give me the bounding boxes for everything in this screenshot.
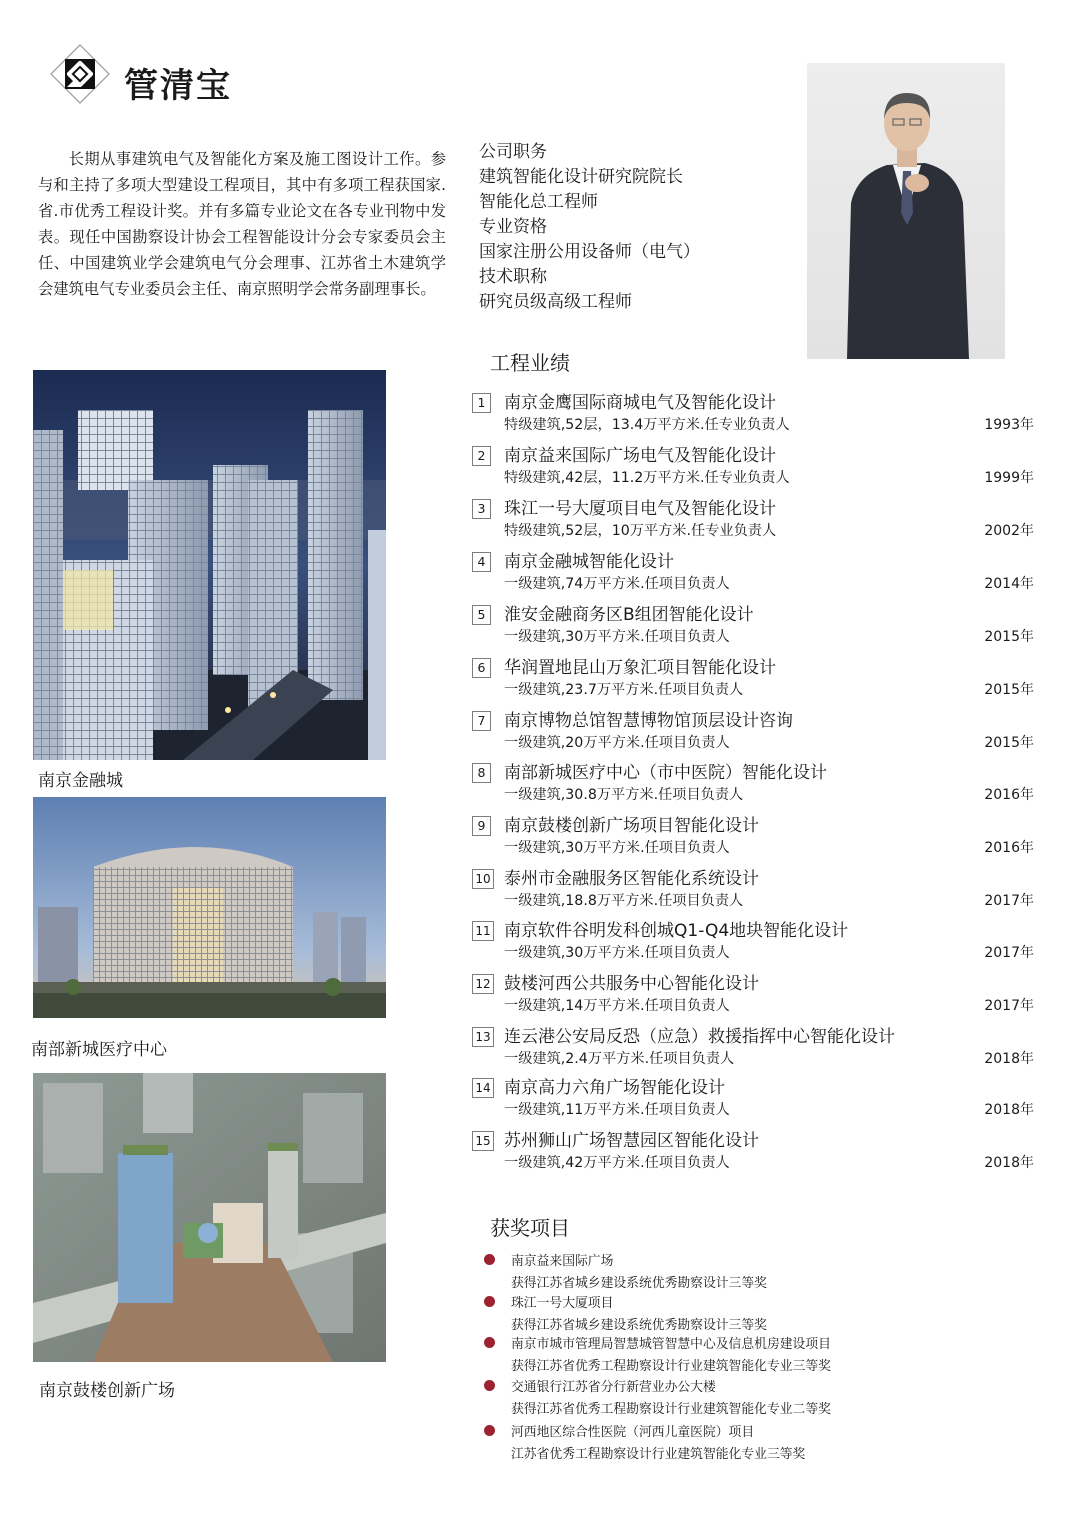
project-title: 苏州狮山广场智慧园区智能化设计 [504,1131,759,1151]
credential-line: 智能化总工程师 [479,192,598,212]
project-year: 1993年 [984,417,1034,433]
project-number: 3 [472,499,491,519]
project-row [472,655,1034,707]
project-row [472,1024,1034,1076]
project-row [472,443,1034,495]
credential-line: 建筑智能化设计研究院院长 [479,167,683,187]
project-row [472,760,1034,812]
project-row [472,813,1034,865]
project-number: 11 [472,921,494,941]
project-title: 南京博物总馆智慧博物馆顶层设计咨询 [504,711,793,731]
project-title: 鼓楼河西公共服务中心智能化设计 [504,974,759,994]
award-detail: 江苏省优秀工程勘察设计行业建筑智能化专业三等奖 [511,1447,806,1462]
project-title: 南京益来国际广场电气及智能化设计 [504,446,776,466]
project-detail: 一级建筑,14万平方米.任项目负责人 [504,998,730,1014]
award-project: 南京市城市管理局智慧城管智慧中心及信息机房建设项目 [511,1337,831,1352]
project-row [472,971,1034,1023]
project-title: 南京鼓楼创新广场项目智能化设计 [504,816,759,836]
project-number: 10 [472,869,494,889]
project-row [472,1128,1034,1180]
awards-heading: 获奖项目 [490,1216,570,1240]
project-year: 2015年 [984,682,1034,698]
project-number: 6 [472,658,491,678]
award-detail: 获得江苏省优秀工程勘察设计行业建筑智能化专业三等奖 [511,1359,831,1374]
bullet-dot-icon [484,1296,495,1307]
project-year: 2017年 [984,945,1034,961]
project-year: 2015年 [984,735,1034,751]
project-detail: 一级建筑,2.4万平方米.任项目负责人 [504,1051,735,1067]
project-title: 南京金融城智能化设计 [504,552,674,572]
project-title: 南京软件谷明发科创城Q1-Q4地块智能化设计 [504,921,849,941]
award-project: 珠江一号大厦项目 [511,1296,614,1311]
project-detail: 一级建筑,11万平方米.任项目负责人 [504,1102,730,1118]
project-detail: 一级建筑,23.7万平方米.任项目负责人 [504,682,744,698]
bullet-dot-icon [484,1337,495,1348]
photo-caption: 南部新城医疗中心 [31,1040,167,1060]
project-photo-financial-city [33,370,386,760]
project-row [472,866,1034,918]
project-detail: 一级建筑,30万平方米.任项目负责人 [504,840,730,856]
project-year: 2015年 [984,629,1034,645]
project-number: 13 [472,1027,494,1047]
credential-line: 技术职称 [479,267,547,287]
company-logo [50,44,110,104]
project-photo-medical-center [33,797,386,1018]
project-detail: 一级建筑,30万平方米.任项目负责人 [504,629,730,645]
bullet-dot-icon [484,1254,495,1265]
project-number: 8 [472,763,491,783]
project-number: 5 [472,605,491,625]
project-row [472,602,1034,654]
credential-line: 研究员级高级工程师 [479,292,632,312]
project-row [472,496,1034,548]
project-row [472,390,1034,442]
project-number: 12 [472,974,494,994]
award-detail: 获得江苏省城乡建设系统优秀勘察设计三等奖 [511,1318,767,1333]
project-year: 2017年 [984,998,1034,1014]
photo-caption: 南京鼓楼创新广场 [39,1381,175,1401]
project-row [472,918,1034,970]
project-year: 2016年 [984,840,1034,856]
project-number: 4 [472,552,491,572]
credential-line: 专业资格 [479,217,547,237]
project-number: 1 [472,393,491,413]
portrait-photo [807,63,1005,359]
project-title: 南京金鹰国际商城电气及智能化设计 [504,393,776,413]
project-title: 珠江一号大厦项目电气及智能化设计 [504,499,776,519]
project-detail: 特级建筑,42层，11.2万平方米.任专业负责人 [504,470,790,486]
project-year: 1999年 [984,470,1034,486]
project-row [472,549,1034,601]
bio-paragraph: 长期从事建筑电气及智能化方案及施工图设计工作。参与和主持了多项大型建设工程项目，其中有多项工程获国家.省.市优秀工程设计奖。并有多篇专业论文在各专业刊物中发表。现任中国勘察设计协会工程智能设计分会专家委员会主任、中国建筑业学会建筑电气分会理事、江苏省土木建筑学会建筑电气专业委员会主任、南京照明学会常务副理事长。 [38,150,446,298]
project-detail: 一级建筑,30万平方米.任项目负责人 [504,945,730,961]
project-year: 2017年 [984,893,1034,909]
project-photo-gulou-plaza [33,1073,386,1362]
bullet-dot-icon [484,1380,495,1391]
project-year: 2002年 [984,523,1034,539]
award-detail: 获得江苏省城乡建设系统优秀勘察设计三等奖 [511,1276,767,1291]
credentials-block [479,140,700,315]
project-detail: 一级建筑,74万平方米.任项目负责人 [504,576,730,592]
project-number: 15 [472,1131,494,1151]
project-year: 2014年 [984,576,1034,592]
project-number: 2 [472,446,491,466]
project-row [472,1075,1034,1127]
project-detail: 一级建筑,20万平方米.任项目负责人 [504,735,730,751]
project-year: 2018年 [984,1051,1034,1067]
project-number: 9 [472,816,491,836]
project-number: 14 [472,1078,494,1098]
project-year: 2018年 [984,1102,1034,1118]
project-detail: 特级建筑,52层，10万平方米.任专业负责人 [504,523,777,539]
credential-line: 公司职务 [479,142,547,162]
project-title: 华润置地昆山万象汇项目智能化设计 [504,658,776,678]
project-row [472,708,1034,760]
project-title: 淮安金融商务区B组团智能化设计 [504,605,754,625]
project-year: 2018年 [984,1155,1034,1171]
photo-caption: 南京金融城 [38,771,123,791]
award-project: 交通银行江苏省分行新营业办公大楼 [511,1380,716,1395]
award-project: 南京益来国际广场 [511,1254,614,1269]
project-title: 泰州市金融服务区智能化系统设计 [504,869,759,889]
person-name: 管清宝 [124,66,232,106]
credential-line: 国家注册公用设备师（电气） [479,242,700,262]
bullet-dot-icon [484,1425,495,1436]
project-detail: 特级建筑,52层，13.4万平方米.任专业负责人 [504,417,790,433]
project-title: 南部新城医疗中心（市中医院）智能化设计 [504,763,827,783]
project-number: 7 [472,711,491,731]
project-detail: 一级建筑,18.8万平方米.任项目负责人 [504,893,744,909]
project-title: 连云港公安局反恐（应急）救援指挥中心智能化设计 [504,1027,895,1047]
project-detail: 一级建筑,30.8万平方米.任项目负责人 [504,787,744,803]
award-detail: 获得江苏省优秀工程勘察设计行业建筑智能化专业二等奖 [511,1402,831,1417]
projects-heading: 工程业绩 [490,351,570,375]
project-year: 2016年 [984,787,1034,803]
project-detail: 一级建筑,42万平方米.任项目负责人 [504,1155,730,1171]
award-project: 河西地区综合性医院（河西儿童医院）项目 [511,1425,755,1440]
project-title: 南京高力六角广场智能化设计 [504,1078,725,1098]
